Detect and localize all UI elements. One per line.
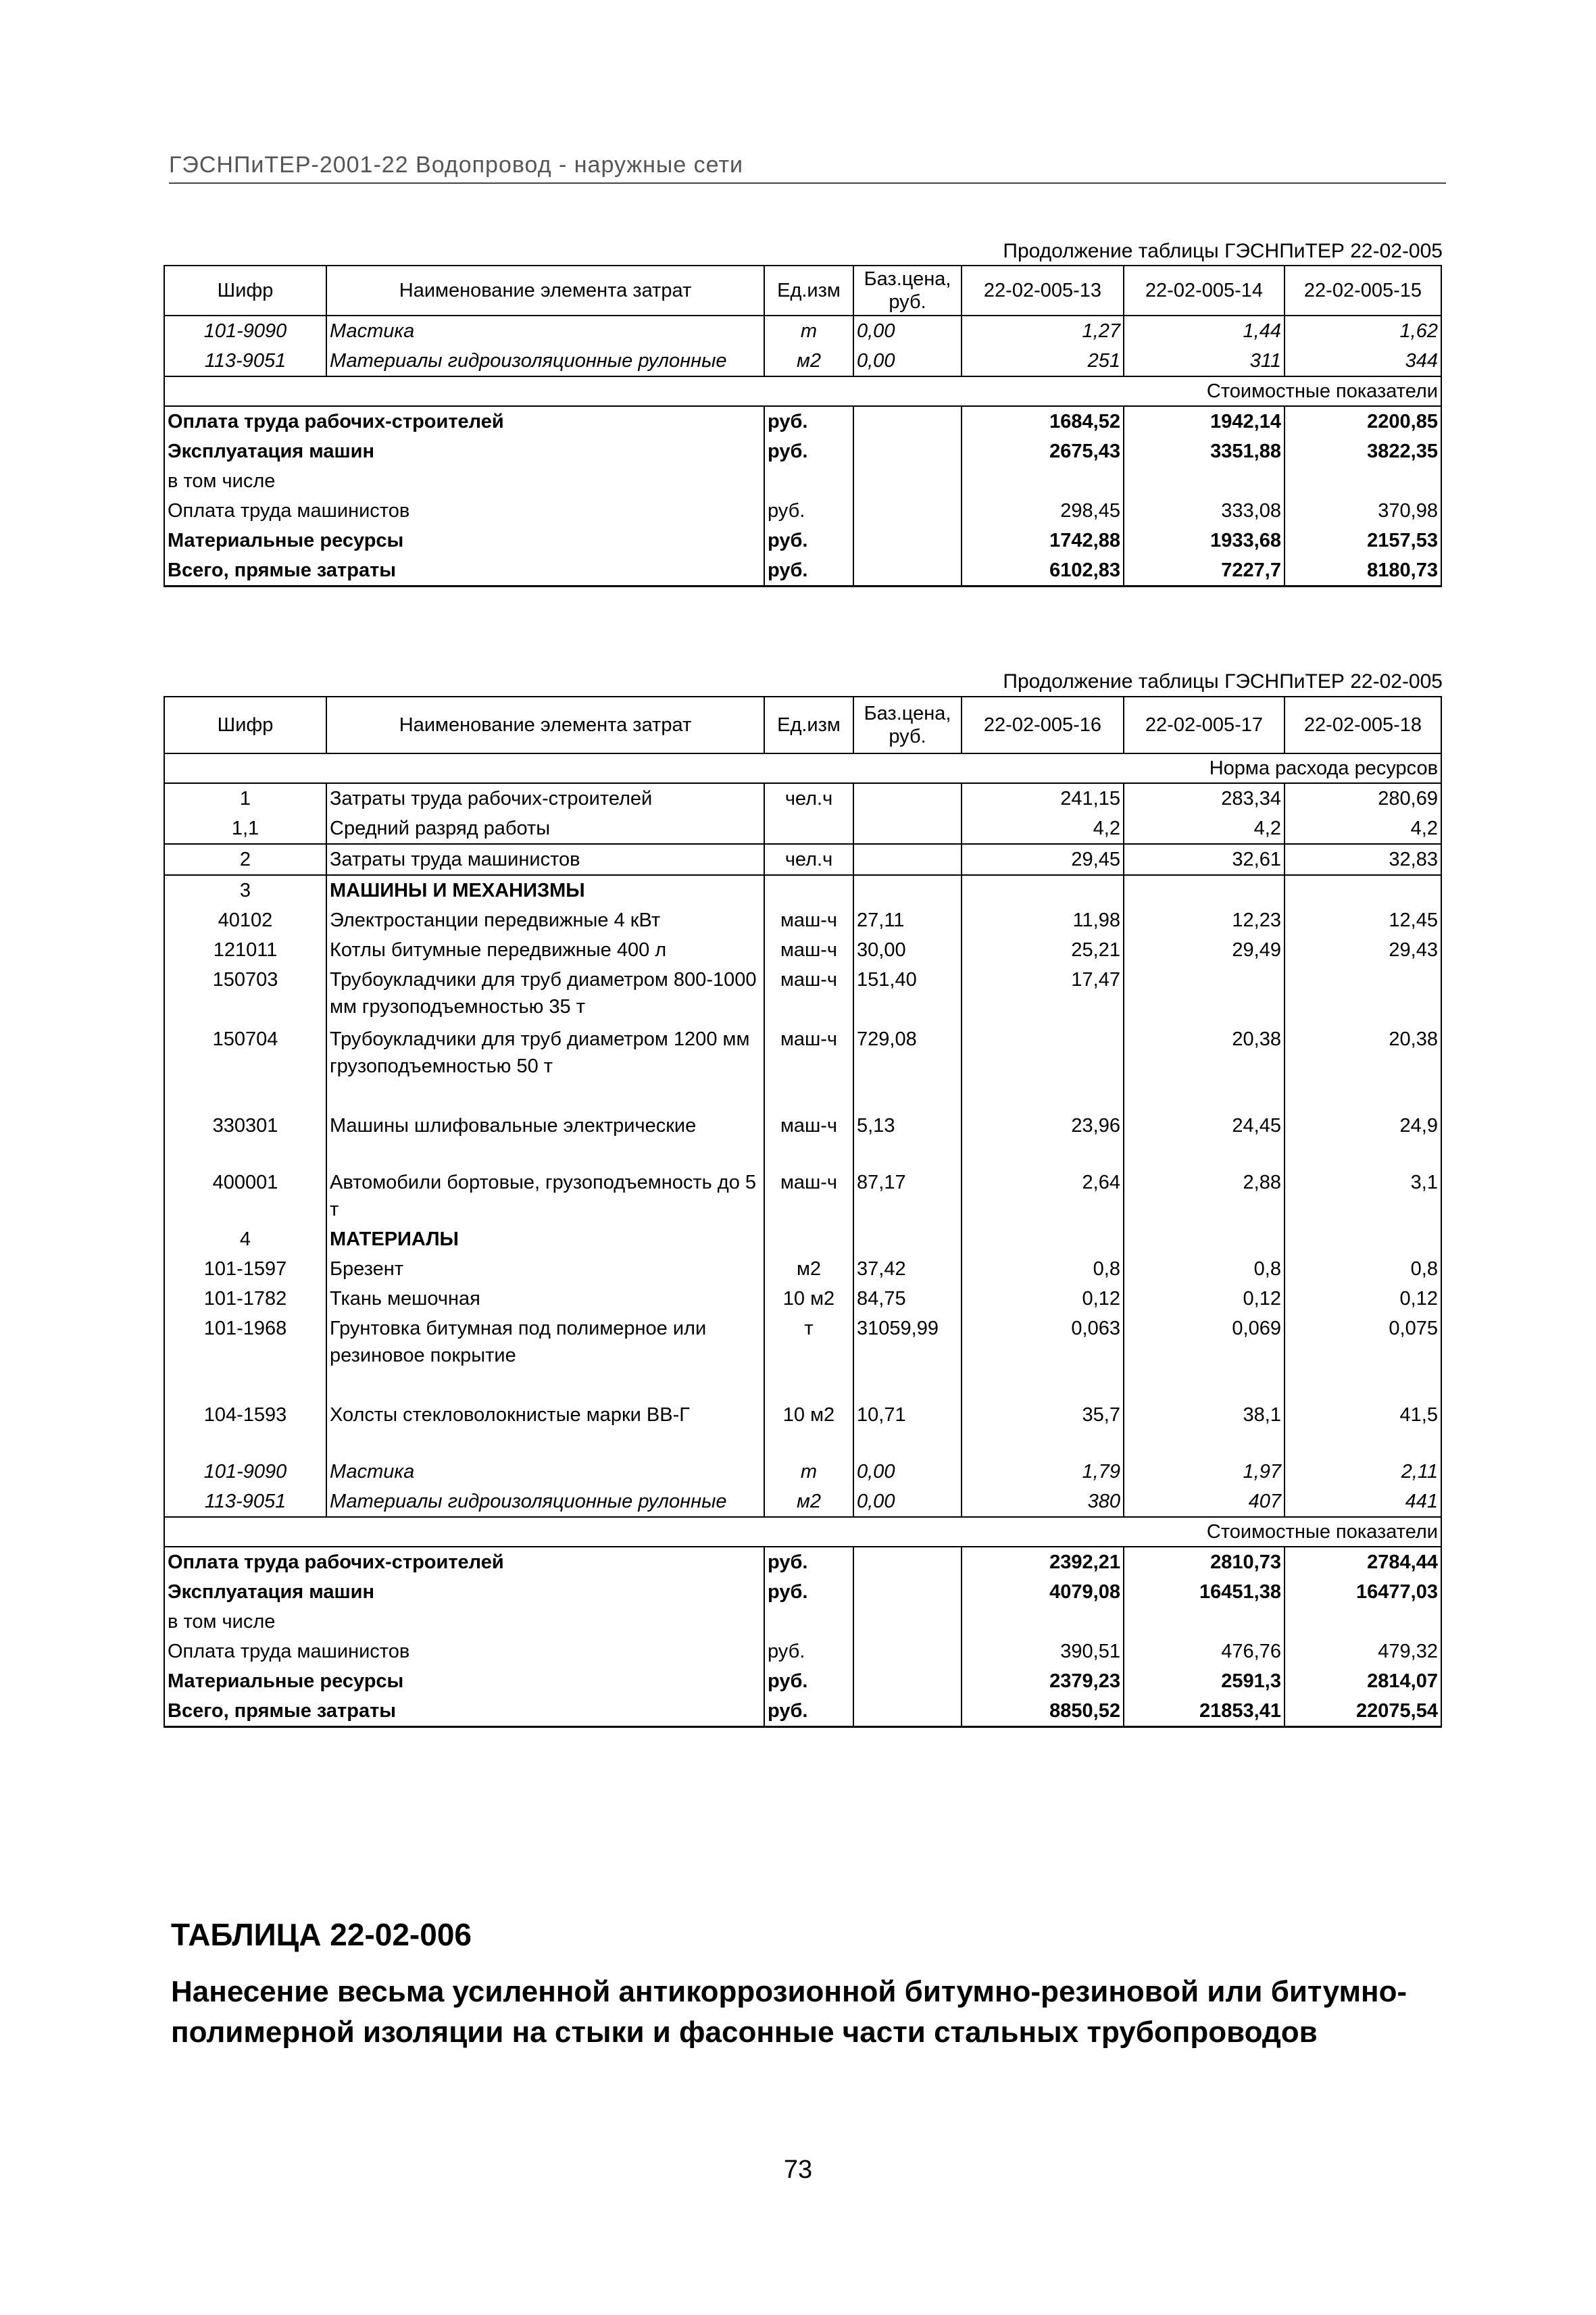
cell-value: 41,5	[1285, 1400, 1441, 1457]
table1-caption: Продолжение таблицы ГЭСНПиТЕР 22-02-005	[1003, 240, 1443, 262]
cell-price: 729,08	[853, 1024, 962, 1111]
cell-unit: т	[764, 316, 853, 346]
cell-name: Электростанции передвижные 4 кВт	[326, 905, 764, 935]
cell-value: 12,45	[1285, 905, 1441, 935]
table-row	[164, 814, 1441, 844]
cell-value: 0,12	[1285, 1284, 1441, 1314]
cell-unit: маш-ч	[764, 905, 853, 935]
cell-code: 400001	[164, 1168, 326, 1224]
cell-value: 1,62	[1285, 316, 1441, 346]
cell-unit: маш-ч	[764, 1111, 853, 1168]
summary-v3: 2814,07	[1285, 1666, 1441, 1696]
summary-v1	[962, 1607, 1124, 1637]
cell-price: 84,75	[853, 1284, 962, 1314]
cell-value: 2,64	[962, 1168, 1124, 1224]
cell-code: 4	[164, 1224, 326, 1254]
summary-unit: руб.	[764, 1696, 853, 1727]
summary-v3	[1285, 1607, 1441, 1637]
cell-price	[853, 814, 962, 844]
cell-unit: м2	[764, 1487, 853, 1517]
cell-code: 1	[164, 783, 326, 814]
summary-v2: 21853,41	[1124, 1696, 1285, 1727]
summary-unit: руб.	[764, 526, 853, 555]
table1	[164, 265, 1442, 587]
cell-value: 29,49	[1124, 935, 1285, 965]
cell-value: 380	[962, 1487, 1124, 1517]
cell-unit: маш-ч	[764, 935, 853, 965]
cell-value: 1,79	[962, 1457, 1124, 1487]
cell-value: 25,21	[962, 935, 1124, 965]
cell-name: Брезент	[326, 1254, 764, 1284]
summary-unit	[764, 466, 853, 496]
cell-name: Трубоукладчики для труб диаметром 800-1000 мм грузоподъемностью 35 т	[326, 965, 764, 1024]
cell-value: 241,15	[962, 783, 1124, 814]
table-row	[164, 905, 1441, 935]
running-header: ГЭСНПиТЕР-2001-22 Водопровод - наружные сети	[169, 152, 1446, 184]
cell-value: 4,2	[1124, 814, 1285, 844]
col-header-15: 22-02-005-15	[1285, 266, 1441, 316]
cell-value	[1285, 965, 1441, 1024]
cell-code: 330301	[164, 1111, 326, 1168]
summary-unit	[764, 1607, 853, 1637]
cell-value: 17,47	[962, 965, 1124, 1024]
col-header-code: Шифр	[164, 697, 326, 753]
band-label: Стоимостные показатели	[164, 376, 1441, 406]
col-header-name: Наименование элемента затрат	[326, 697, 764, 753]
cell-code: 121011	[164, 935, 326, 965]
cell-value: 2,88	[1124, 1168, 1285, 1224]
cell-value: 20,38	[1285, 1024, 1441, 1111]
table-row	[164, 875, 1441, 905]
col-header-unit: Ед.изм	[764, 697, 853, 753]
summary-row	[164, 496, 1441, 526]
cell-name: МАТЕРИАЛЫ	[326, 1224, 764, 1254]
cell-value	[962, 875, 1124, 905]
cell-value: 441	[1285, 1487, 1441, 1517]
summary-unit: руб.	[764, 1666, 853, 1696]
table-row	[164, 1487, 1441, 1517]
cell-code: 101-1968	[164, 1314, 326, 1400]
summary-row	[164, 1696, 1441, 1727]
summary-unit: руб.	[764, 406, 853, 437]
band-label: Стоимостные показатели	[164, 1517, 1441, 1547]
summary-v1: 1742,88	[962, 526, 1124, 555]
table-row	[164, 1400, 1441, 1457]
cell-price	[853, 844, 962, 875]
cell-value: 11,98	[962, 905, 1124, 935]
col-header-unit: Ед.изм	[764, 266, 853, 316]
summary-price	[853, 1696, 962, 1727]
cell-unit	[764, 1224, 853, 1254]
cell-value: 23,96	[962, 1111, 1124, 1168]
cell-value: 0,8	[1285, 1254, 1441, 1284]
summary-unit: руб.	[764, 437, 853, 466]
cell-name: Материалы гидроизоляционные рулонные	[326, 346, 764, 376]
summary-v2: 3351,88	[1124, 437, 1285, 466]
page-number: 73	[783, 2156, 813, 2184]
col-header-17: 22-02-005-17	[1124, 697, 1285, 753]
summary-row	[164, 526, 1441, 555]
summary-v1: 2379,23	[962, 1666, 1124, 1696]
cell-code: 150704	[164, 1024, 326, 1111]
table-row	[164, 316, 1441, 346]
table2	[164, 696, 1442, 1728]
summary-v3: 22075,54	[1285, 1696, 1441, 1727]
cell-value: 0,12	[1124, 1284, 1285, 1314]
col-header-18: 22-02-005-18	[1285, 697, 1441, 753]
cell-value: 311	[1124, 346, 1285, 376]
summary-unit: руб.	[764, 1637, 853, 1666]
summary-name: Оплата труда машинистов	[164, 496, 764, 526]
cell-code: 101-1597	[164, 1254, 326, 1284]
table-row	[164, 1284, 1441, 1314]
cell-unit: м2	[764, 346, 853, 376]
cell-unit: 10 м2	[764, 1400, 853, 1457]
cell-price: 31059,99	[853, 1314, 962, 1400]
summary-price	[853, 1666, 962, 1696]
table2-header-row	[164, 697, 1441, 753]
summary-v3: 16477,03	[1285, 1577, 1441, 1607]
cell-code: 1,1	[164, 814, 326, 844]
cell-value: 12,23	[1124, 905, 1285, 935]
cell-value	[1124, 965, 1285, 1024]
summary-v2	[1124, 466, 1285, 496]
cell-code: 150703	[164, 965, 326, 1024]
summary-v2: 2810,73	[1124, 1547, 1285, 1577]
band-label: Норма расхода ресурсов	[164, 753, 1441, 783]
cell-unit: м2	[764, 1254, 853, 1284]
cell-value: 4,2	[1285, 814, 1441, 844]
table2-caption: Продолжение таблицы ГЭСНПиТЕР 22-02-005	[1003, 670, 1443, 693]
summary-v1: 390,51	[962, 1637, 1124, 1666]
cell-value: 24,45	[1124, 1111, 1285, 1168]
summary-name: Оплата труда рабочих-строителей	[164, 1547, 764, 1577]
summary-v2: 1942,14	[1124, 406, 1285, 437]
table2-summary	[164, 1547, 1441, 1727]
cell-name: Грунтовка битумная под полимерное или резиновое покрытие	[326, 1314, 764, 1400]
cell-unit: маш-ч	[764, 965, 853, 1024]
cell-price: 0,00	[853, 1457, 962, 1487]
section-description: Нанесение весьма усиленной антикоррозионной битумно-резиновой или битумно-полимерной изоляции на стыки и фасонные части стальных трубопроводов	[171, 1975, 1407, 2049]
cell-value: 251	[962, 346, 1124, 376]
summary-v1	[962, 466, 1124, 496]
cell-value: 32,83	[1285, 844, 1441, 875]
cell-name: Автомобили бортовые, грузоподъемность до 5 т	[326, 1168, 764, 1224]
cell-name: Материалы гидроизоляционные рулонные	[326, 1487, 764, 1517]
summary-v1: 1684,52	[962, 406, 1124, 437]
summary-v3: 8180,73	[1285, 555, 1441, 587]
table2-band-norm	[164, 753, 1441, 783]
summary-unit: руб.	[764, 555, 853, 587]
cell-unit: маш-ч	[764, 1168, 853, 1224]
cell-price: 37,42	[853, 1254, 962, 1284]
cell-value: 0,075	[1285, 1314, 1441, 1400]
summary-name: Материальные ресурсы	[164, 1666, 764, 1696]
cell-name: Средний разряд работы	[326, 814, 764, 844]
cell-price: 27,11	[853, 905, 962, 935]
summary-price	[853, 466, 962, 496]
section-title: ТАБЛИЦА 22-02-006	[171, 1917, 472, 1952]
summary-price	[853, 526, 962, 555]
cell-code: 101-1782	[164, 1284, 326, 1314]
cell-unit: 10 м2	[764, 1284, 853, 1314]
cell-value	[1285, 1224, 1441, 1254]
col-header-price: Баз.цена, руб.	[853, 697, 962, 753]
cell-name: Затраты труда машинистов	[326, 844, 764, 875]
table1-header-row	[164, 266, 1441, 316]
summary-row	[164, 1666, 1441, 1696]
cell-code: 113-9051	[164, 1487, 326, 1517]
summary-v1: 4079,08	[962, 1577, 1124, 1607]
col-header-code: Шифр	[164, 266, 326, 316]
summary-row	[164, 466, 1441, 496]
cell-value: 29,43	[1285, 935, 1441, 965]
table-row	[164, 965, 1441, 1024]
cell-name: Холсты стекловолокнистые марки ВВ-Г	[326, 1400, 764, 1457]
cell-value: 2,11	[1285, 1457, 1441, 1487]
col-header-name: Наименование элемента затрат	[326, 266, 764, 316]
summary-price	[853, 1547, 962, 1577]
summary-v3: 370,98	[1285, 496, 1441, 526]
cell-value: 24,9	[1285, 1111, 1441, 1168]
summary-v2: 476,76	[1124, 1637, 1285, 1666]
summary-v1: 298,45	[962, 496, 1124, 526]
table-row	[164, 1224, 1441, 1254]
cell-price	[853, 1224, 962, 1254]
cell-unit: чел.ч	[764, 783, 853, 814]
cell-code: 101-9090	[164, 1457, 326, 1487]
summary-unit: руб.	[764, 496, 853, 526]
cell-name: Котлы битумные передвижные 400 л	[326, 935, 764, 965]
table-row	[164, 1457, 1441, 1487]
cell-value	[1285, 875, 1441, 905]
summary-row	[164, 437, 1441, 466]
summary-row	[164, 555, 1441, 587]
cell-unit: т	[764, 1457, 853, 1487]
table-row	[164, 1314, 1441, 1400]
cell-value: 1,97	[1124, 1457, 1285, 1487]
summary-price	[853, 555, 962, 587]
summary-unit: руб.	[764, 1547, 853, 1577]
cell-value: 1,27	[962, 316, 1124, 346]
summary-v3	[1285, 466, 1441, 496]
cell-price	[853, 875, 962, 905]
cell-name: Трубоукладчики для труб диаметром 1200 мм грузоподъемностью 50 т	[326, 1024, 764, 1111]
cell-value	[1124, 1224, 1285, 1254]
summary-v1: 2675,43	[962, 437, 1124, 466]
cell-name: Мастика	[326, 316, 764, 346]
summary-price	[853, 406, 962, 437]
cell-unit	[764, 875, 853, 905]
table1-band-cost	[164, 376, 1441, 406]
cell-value: 0,12	[962, 1284, 1124, 1314]
cell-code: 3	[164, 875, 326, 905]
cell-value: 280,69	[1285, 783, 1441, 814]
cell-price: 0,00	[853, 316, 962, 346]
cell-name: Мастика	[326, 1457, 764, 1487]
cell-value: 3,1	[1285, 1168, 1441, 1224]
cell-unit: маш-ч	[764, 1024, 853, 1111]
cell-value: 0,8	[962, 1254, 1124, 1284]
table2-band-cost	[164, 1517, 1441, 1547]
summary-name: Оплата труда машинистов	[164, 1637, 764, 1666]
cell-code: 40102	[164, 905, 326, 935]
cell-code: 2	[164, 844, 326, 875]
cell-value: 32,61	[1124, 844, 1285, 875]
cell-code: 104-1593	[164, 1400, 326, 1457]
summary-price	[853, 1577, 962, 1607]
summary-name: Материальные ресурсы	[164, 526, 764, 555]
summary-price	[853, 437, 962, 466]
cell-unit: чел.ч	[764, 844, 853, 875]
cell-price	[853, 783, 962, 814]
cell-value: 29,45	[962, 844, 1124, 875]
summary-v2: 16451,38	[1124, 1577, 1285, 1607]
summary-v2: 1933,68	[1124, 526, 1285, 555]
cell-price: 0,00	[853, 1487, 962, 1517]
cell-value: 0,069	[1124, 1314, 1285, 1400]
cell-value	[962, 1224, 1124, 1254]
table-row	[164, 844, 1441, 875]
cell-price: 0,00	[853, 346, 962, 376]
summary-price	[853, 1607, 962, 1637]
cell-price: 10,71	[853, 1400, 962, 1457]
summary-row	[164, 1547, 1441, 1577]
col-header-14: 22-02-005-14	[1124, 266, 1285, 316]
cell-value: 20,38	[1124, 1024, 1285, 1111]
summary-v1: 2392,21	[962, 1547, 1124, 1577]
cell-name: МАШИНЫ И МЕХАНИЗМЫ	[326, 875, 764, 905]
table-row	[164, 1024, 1441, 1111]
cell-value: 35,7	[962, 1400, 1124, 1457]
cell-unit: т	[764, 1314, 853, 1400]
summary-v2: 2591,3	[1124, 1666, 1285, 1696]
table-row	[164, 783, 1441, 814]
cell-value: 344	[1285, 346, 1441, 376]
summary-v1: 6102,83	[962, 555, 1124, 587]
cell-value	[1124, 875, 1285, 905]
summary-name: в том числе	[164, 466, 764, 496]
col-header-price: Баз.цена, руб.	[853, 266, 962, 316]
cell-value: 38,1	[1124, 1400, 1285, 1457]
summary-v1: 8850,52	[962, 1696, 1124, 1727]
table2-body	[164, 783, 1441, 1517]
cell-price: 151,40	[853, 965, 962, 1024]
cell-value: 0,8	[1124, 1254, 1285, 1284]
cell-name: Машины шлифовальные электрические	[326, 1111, 764, 1168]
summary-price	[853, 496, 962, 526]
summary-unit: руб.	[764, 1577, 853, 1607]
summary-v2	[1124, 1607, 1285, 1637]
table-row	[164, 1254, 1441, 1284]
summary-name: в том числе	[164, 1607, 764, 1637]
table-row	[164, 1168, 1441, 1224]
cell-value: 4,2	[962, 814, 1124, 844]
cell-price: 5,13	[853, 1111, 962, 1168]
summary-row	[164, 1607, 1441, 1637]
cell-price: 30,00	[853, 935, 962, 965]
table-row	[164, 935, 1441, 965]
summary-v2: 7227,7	[1124, 555, 1285, 587]
cell-name: Затраты труда рабочих-строителей	[326, 783, 764, 814]
col-header-13: 22-02-005-13	[962, 266, 1124, 316]
summary-v3: 2784,44	[1285, 1547, 1441, 1577]
summary-name: Эксплуатация машин	[164, 1577, 764, 1607]
summary-name: Всего, прямые затраты	[164, 1696, 764, 1727]
cell-name: Ткань мешочная	[326, 1284, 764, 1314]
cell-value: 407	[1124, 1487, 1285, 1517]
summary-row	[164, 1577, 1441, 1607]
cell-value: 1,44	[1124, 316, 1285, 346]
summary-price	[853, 1637, 962, 1666]
summary-row	[164, 1637, 1441, 1666]
summary-v3: 3822,35	[1285, 437, 1441, 466]
cell-value: 0,063	[962, 1314, 1124, 1400]
cell-unit	[764, 814, 853, 844]
col-header-16: 22-02-005-16	[962, 697, 1124, 753]
cell-value: 283,34	[1124, 783, 1285, 814]
cell-code: 101-9090	[164, 316, 326, 346]
summary-name: Всего, прямые затраты	[164, 555, 764, 587]
cell-value	[962, 1024, 1124, 1111]
summary-v3: 2157,53	[1285, 526, 1441, 555]
summary-v3: 479,32	[1285, 1637, 1441, 1666]
cell-price: 87,17	[853, 1168, 962, 1224]
cell-code: 113-9051	[164, 346, 326, 376]
summary-v3: 2200,85	[1285, 406, 1441, 437]
table-row	[164, 346, 1441, 376]
summary-v2: 333,08	[1124, 496, 1285, 526]
summary-name: Оплата труда рабочих-строителей	[164, 406, 764, 437]
summary-row	[164, 406, 1441, 437]
summary-name: Эксплуатация машин	[164, 437, 764, 466]
table-row	[164, 1111, 1441, 1168]
